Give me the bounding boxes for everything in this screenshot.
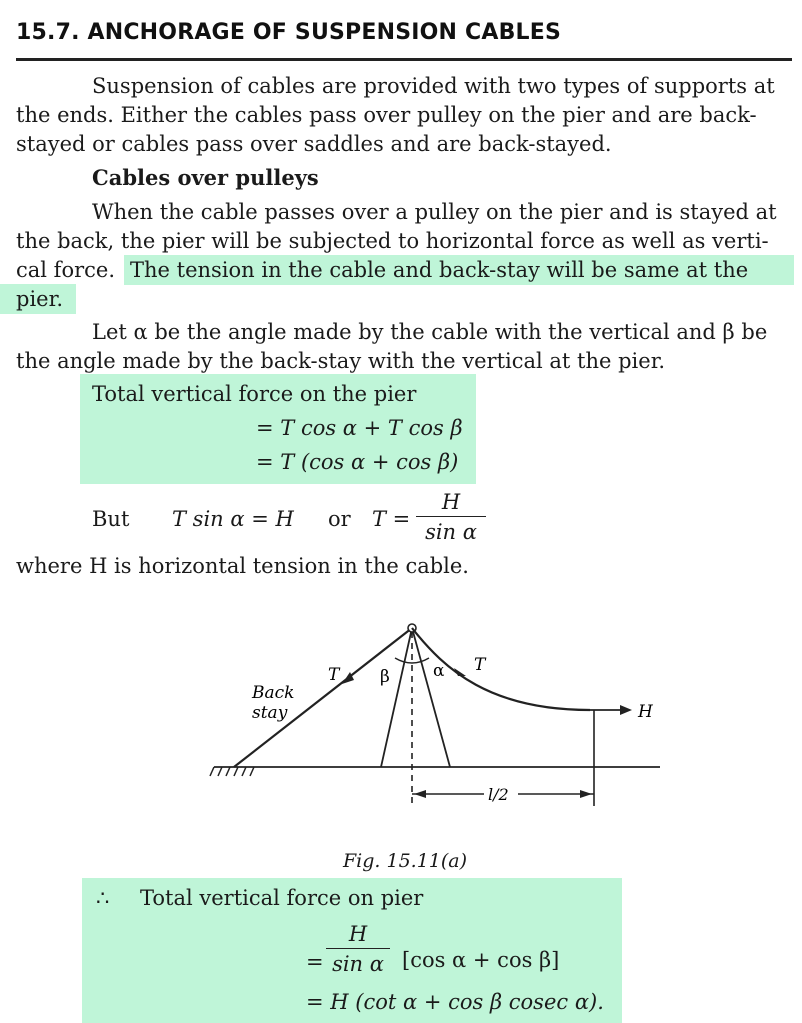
eq2-but: But xyxy=(92,507,130,531)
eq1-label: Total vertical force on the pier xyxy=(92,382,417,406)
para3-line2: the angle made by the back-stay with the vertical at the pier. xyxy=(16,349,666,373)
para1-line3: stayed or cables pass over saddles and are back-stayed. xyxy=(16,132,612,156)
eq2-or: or xyxy=(328,507,351,531)
eq2-expr1: T sin α = H xyxy=(172,507,294,531)
figure-caption: Fig. 15.11(a) xyxy=(343,850,468,872)
label-span: l/2 xyxy=(488,785,509,804)
span-arrow-right-icon xyxy=(580,790,592,798)
para3-line1: Let α be the angle made by the cable with the vertical and β be xyxy=(92,320,768,344)
para2-line2: the back, the pier will be subjected to horizontal force as well as verti- xyxy=(16,229,769,253)
heading-rule xyxy=(16,58,792,61)
para2-line3a: cal force. xyxy=(16,258,115,282)
section-heading: 15.7. ANCHORAGE OF SUSPENSION CABLES xyxy=(16,20,562,45)
where-line: where H is horizontal tension in the cable. xyxy=(16,554,469,578)
eq3-eq-sign: = xyxy=(306,950,324,974)
label-h: H xyxy=(638,702,653,722)
eq2-numerator: H xyxy=(416,488,486,517)
label-t-left: T xyxy=(328,665,340,685)
subheading-cables-over-pulleys: Cables over pulleys xyxy=(92,165,319,190)
para2-line1: When the cable passes over a pulley on the pier and is stayed at xyxy=(92,200,777,224)
eq3-fraction xyxy=(326,920,390,979)
eq3-numerator: H xyxy=(326,920,390,949)
eq3-denominator: sin α xyxy=(332,952,384,976)
eq2-denominator: sin α xyxy=(425,520,477,544)
eq2-lhs: T = xyxy=(372,507,411,531)
cable-diagram xyxy=(190,610,670,820)
label-t-right: T xyxy=(474,655,486,675)
eq3-therefore: ∴ xyxy=(96,886,110,910)
span-arrow-left-icon xyxy=(414,790,426,798)
para2-line4: pier. xyxy=(16,287,63,311)
label-alpha: α xyxy=(433,661,445,681)
eq3-label: Total vertical force on pier xyxy=(140,886,424,910)
label-stay: stay xyxy=(252,703,288,723)
eq1-line1: = T cos α + T cos β xyxy=(256,416,463,440)
ground-hatch xyxy=(210,767,254,776)
label-back: Back xyxy=(252,683,295,703)
eq3-bracket: [cos α + cos β] xyxy=(402,948,560,972)
h-arrow-head-icon xyxy=(620,705,632,715)
para2-line3b: The tension in the cable and back-stay will be same at the xyxy=(130,258,749,282)
eq2-fraction xyxy=(416,488,486,547)
eq3-line2: = H (cot α + cos β cosec α). xyxy=(306,990,604,1014)
para1-line2: the ends. Either the cables pass over pulley on the pier and are back- xyxy=(16,103,757,127)
para1-line1: Suspension of cables are provided with two types of supports at xyxy=(92,74,775,98)
label-beta: β xyxy=(380,667,390,687)
eq1-line2: = T (cos α + cos β) xyxy=(256,450,459,474)
